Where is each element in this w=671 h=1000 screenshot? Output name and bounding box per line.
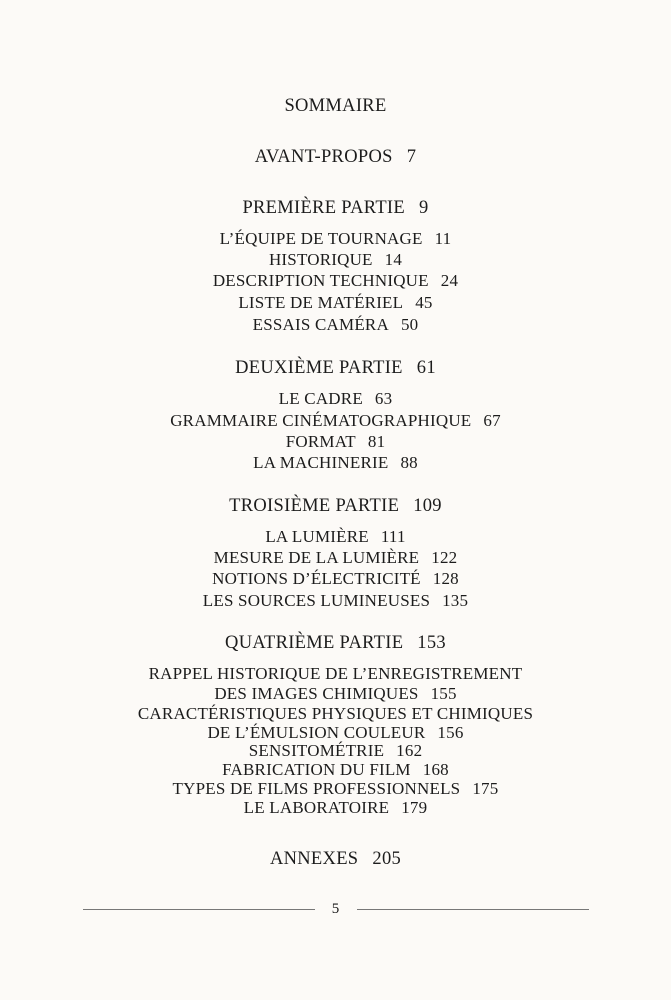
toc-section-heading: DEUXIÈME PARTIE 61	[235, 358, 436, 378]
toc-entry: RAPPEL HISTORIQUE DE L’ENREGISTREMENT	[148, 664, 523, 683]
toc-section-heading: AVANT-PROPOS 7	[254, 147, 417, 167]
toc-section-heading: ANNEXES 205	[269, 849, 402, 869]
toc-section-heading: TROISIÈME PARTIE 109	[229, 496, 442, 516]
toc-entry: L’ÉQUIPE DE TOURNAGE 11	[219, 229, 452, 248]
toc-entry: LA MACHINERIE 88	[253, 453, 418, 472]
toc-entry: DESCRIPTION TECHNIQUE 24	[212, 271, 459, 290]
toc-entry: MESURE DE LA LUMIÈRE 122	[213, 548, 458, 567]
toc-entry: HISTORIQUE 14	[268, 250, 403, 269]
toc-entry: LE LABORATOIRE 179	[243, 798, 428, 817]
toc-section-heading: PREMIÈRE PARTIE 9	[242, 198, 429, 218]
toc-entry: DE L’ÉMULSION COULEUR 156	[207, 723, 464, 742]
toc-section-heading: QUATRIÈME PARTIE 153	[225, 633, 446, 653]
toc-entry: DES IMAGES CHIMIQUES 155	[214, 684, 457, 703]
toc-entry: NOTIONS D’ÉLECTRICITÉ 128	[212, 569, 459, 588]
toc-entry: FABRICATION DU FILM 168	[222, 760, 449, 779]
page-number: 5	[331, 901, 340, 917]
toc-entry: TYPES DE FILMS PROFESSIONNELS 175	[172, 779, 499, 798]
toc-entry: LES SOURCES LUMINEUSES 135	[202, 591, 469, 610]
toc-entry: GRAMMAIRE CINÉMATOGRAPHIQUE 67	[170, 411, 501, 430]
toc-title: SOMMAIRE	[284, 96, 387, 116]
toc-entry: SENSITOMÉTRIE 162	[248, 741, 423, 760]
toc-entry: FORMAT 81	[285, 432, 386, 451]
toc-entry: LISTE DE MATÉRIEL 45	[238, 293, 433, 312]
toc-entry: LE CADRE 63	[278, 389, 393, 408]
footer-rule-right	[357, 909, 589, 910]
toc-entry: CARACTÉRISTIQUES PHYSIQUES ET CHIMIQUES	[137, 704, 534, 723]
toc-entry: LA LUMIÈRE 111	[265, 527, 406, 546]
toc-entry: ESSAIS CAMÉRA 50	[252, 315, 419, 334]
